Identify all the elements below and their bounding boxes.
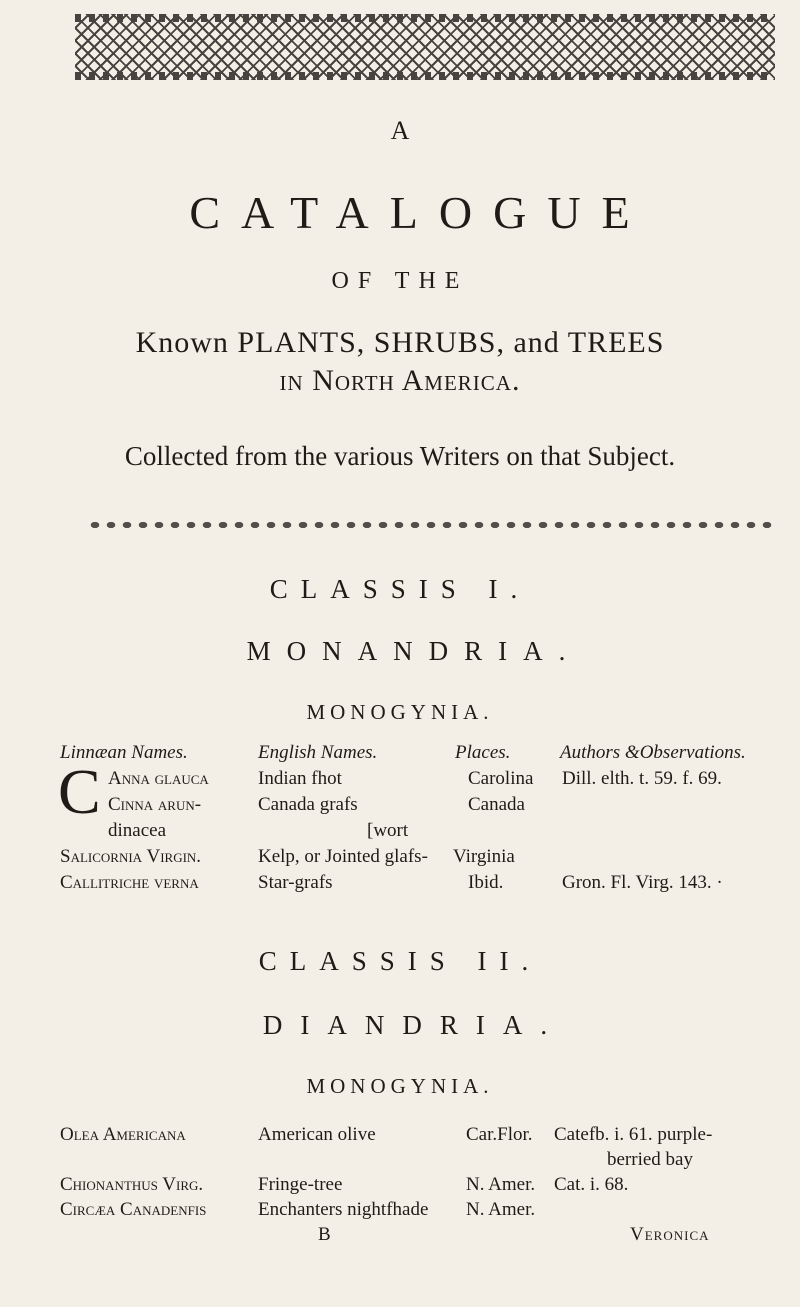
latin-name: Circæa Canadenfis: [60, 1199, 207, 1220]
title-subtitle-line2: in North America.: [279, 364, 521, 397]
place: Virginia: [453, 846, 515, 867]
authors: Gron. Fl. Virg. 143. ·: [562, 872, 723, 893]
classis1-heading: CLASSIS I.: [269, 574, 531, 604]
english-name: American olive: [258, 1124, 376, 1145]
english-name: [wort: [367, 820, 409, 841]
classis2-order: MONOGYNIA.: [306, 1074, 494, 1098]
english-name: Indian fhot: [258, 768, 342, 789]
column-header-authors: Authors &Observations.: [560, 742, 746, 763]
place: Carolina: [468, 768, 534, 789]
signature-mark: B: [318, 1224, 331, 1245]
latin-name: Salicornia Virgin.: [60, 846, 202, 867]
authors: Dill. elth. t. 59. f. 69.: [562, 768, 722, 789]
latin-name: Anna glauca: [108, 768, 209, 789]
ornamental-rule: [87, 518, 773, 532]
latin-name: Chionanthus Virg.: [60, 1174, 204, 1195]
catchword: Veronica: [630, 1224, 710, 1245]
english-name: Enchanters nightfhade: [258, 1199, 429, 1220]
place: N. Amer.: [466, 1174, 536, 1195]
classis2-heading: CLASSIS II.: [258, 946, 542, 976]
column-header-latin: Linnæan Names.: [60, 742, 188, 763]
title-of-the: OF THE: [331, 268, 469, 294]
latin-name: dinacea: [108, 820, 167, 841]
classis2-class-name: DIANDRIA.: [262, 1010, 566, 1040]
english-name: Canada grafs: [258, 794, 358, 815]
authors: berried bay: [607, 1149, 693, 1170]
latin-name: Olea Americana: [60, 1124, 186, 1145]
english-name: Kelp, or Jointed glafs-: [258, 846, 428, 867]
place: Ibid.: [468, 872, 504, 893]
english-name: Fringe-tree: [258, 1174, 343, 1195]
place: Canada: [468, 794, 525, 815]
classis1-class-name: MONANDRIA.: [246, 636, 582, 666]
english-name: Star-grafs: [258, 872, 333, 893]
title-collected: Collected from the various Writers on that Subject.: [124, 441, 676, 471]
latin-name: Callitriche verna: [60, 872, 199, 893]
classis1-order: MONOGYNIA.: [306, 700, 494, 724]
drop-initial: C: [58, 756, 101, 827]
place: Car.Flor.: [466, 1124, 533, 1145]
authors: Cat. i. 68.: [554, 1174, 629, 1195]
column-header-places: Places.: [455, 742, 511, 763]
latin-name: Cinna arun-: [108, 794, 202, 815]
title-catalogue: CATALOGUE: [189, 187, 651, 238]
authors: Catefb. i. 61. purple-: [554, 1124, 713, 1145]
top-ornament-band: [75, 14, 775, 80]
title-article: A: [390, 116, 410, 145]
column-header-english: English Names.: [258, 742, 378, 763]
place: N. Amer.: [466, 1199, 536, 1220]
title-subtitle-line1: Known PLANTS, SHRUBS, and TREES: [135, 326, 665, 359]
